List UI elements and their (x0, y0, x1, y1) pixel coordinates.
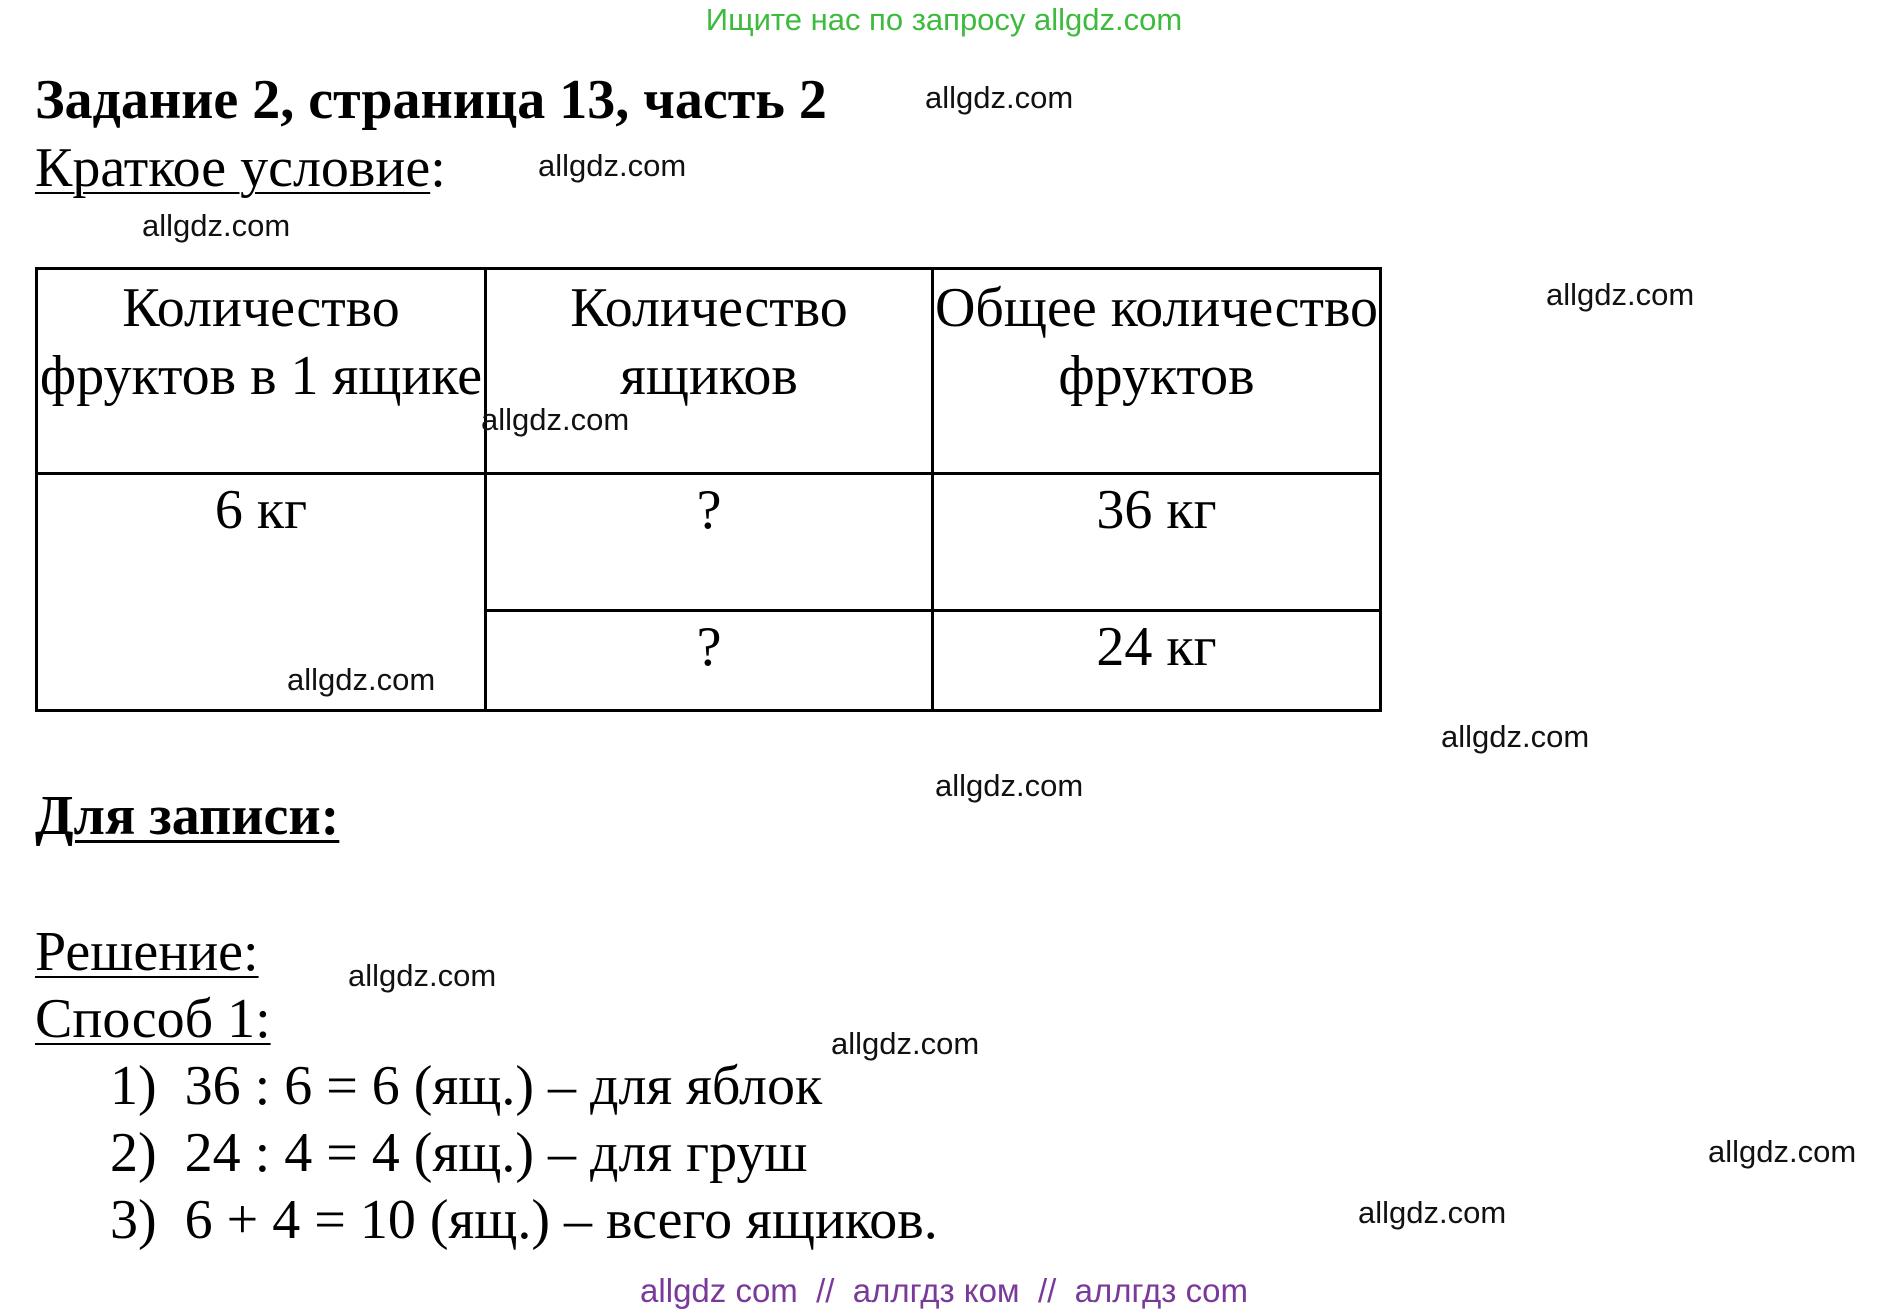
short-condition-heading (35, 136, 446, 200)
header-per-box: Количество фруктов в 1 ящике (39, 277, 483, 407)
watermark: allgdz.com (831, 1026, 980, 1061)
cell-total-row2: 24 кг (1096, 616, 1217, 678)
header-total: Общее количество фруктов (934, 277, 1379, 407)
solution-step-3 (110, 1188, 938, 1252)
watermark: allgdz.com (925, 80, 1074, 115)
step-text: 6 + 4 = 10 (ящ.) – всего ящиков. (184, 1189, 938, 1251)
table-divider-row (484, 609, 1379, 612)
step-number: 3) (110, 1189, 157, 1251)
step-text: 24 : 4 = 4 (ящ.) – для груш (184, 1122, 808, 1184)
step-number: 1) (110, 1055, 157, 1117)
cell-per-box: 6 кг (214, 479, 308, 541)
watermark: allgdz.com (538, 148, 687, 183)
watermark: allgdz.com (1708, 1134, 1857, 1169)
watermark: allgdz.com (287, 662, 436, 697)
method-heading: Способ 1: (35, 988, 271, 1050)
page-title: Задание 2, страница 13, часть 2 (35, 69, 827, 131)
cell-total-row1: 36 кг (1096, 479, 1217, 541)
search-banner: Ищите нас по запросу allgdz.com (705, 2, 1183, 37)
solution-step-1 (110, 1054, 822, 1118)
watermark: allgdz.com (1441, 719, 1590, 754)
watermark: allgdz.com (935, 768, 1084, 803)
watermark: allgdz.com (348, 958, 497, 993)
step-text: 36 : 6 = 6 (ящ.) – для яблок (184, 1055, 823, 1117)
short-condition-label: Краткое условие (35, 137, 431, 199)
watermark: allgdz.com (1358, 1195, 1507, 1230)
for-notes-heading: Для записи: (35, 785, 340, 847)
footer-links: allgdz com // аллгдз ком // аллгдз com (640, 1272, 1248, 1309)
watermark: allgdz.com (142, 208, 291, 243)
header-box-count: Количество ящиков (570, 277, 848, 407)
short-condition-colon: : (430, 137, 446, 199)
solution-step-2 (110, 1121, 808, 1185)
condition-table (35, 267, 1382, 712)
step-number: 2) (110, 1122, 157, 1184)
cell-boxes-row1: ? (696, 479, 722, 541)
cell-boxes-row2: ? (696, 616, 722, 678)
watermark: allgdz.com (1546, 277, 1695, 312)
watermark: allgdz.com (481, 402, 630, 437)
table-divider-header (38, 472, 1379, 475)
solution-heading: Решение: (35, 921, 259, 983)
